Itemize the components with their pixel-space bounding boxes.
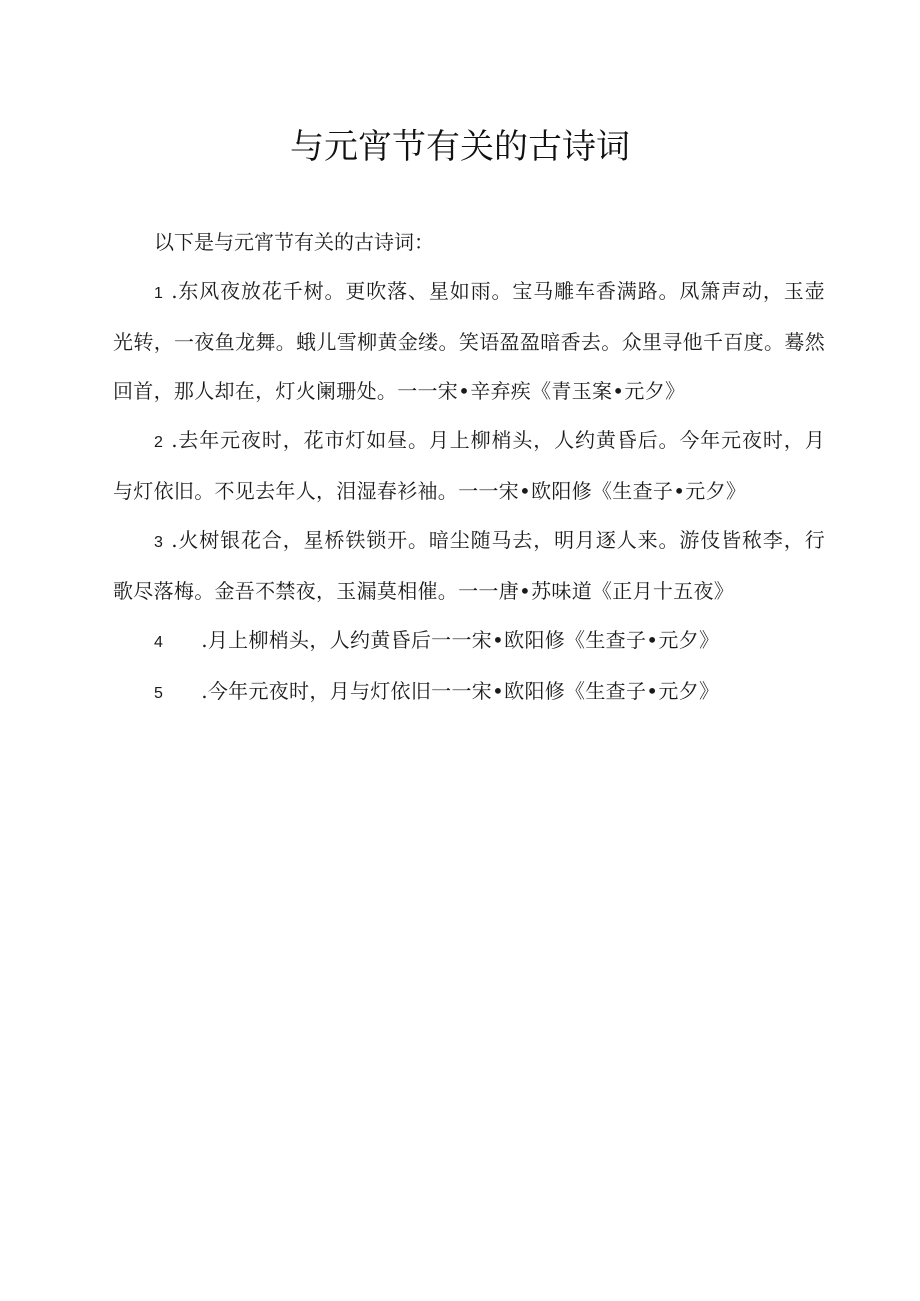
poem-item-1	[113, 267, 825, 416]
poem-item-5	[113, 667, 825, 718]
poem-text: .月上柳梢头，人约黄昏后一一宋•欧阳修《生查子•元夕》	[201, 628, 720, 652]
poem-item-4	[113, 616, 825, 667]
item-number: 1	[154, 285, 164, 302]
poem-text: .今年元夜时，月与灯依旧一一宋•欧阳修《生查子•元夕》	[201, 679, 720, 703]
item-number: 3	[154, 534, 164, 551]
poem-item-2	[113, 416, 825, 516]
poem-text: .去年元夜时，花市灯如昼。月上柳梢头，人约黄昏后。今年元夜时，月与灯依旧。不见去年人，泪湿春衫袖。一一宋•欧阳修《生查子•元夕》	[113, 428, 825, 503]
item-number: 2	[154, 434, 164, 451]
item-number: 4	[154, 634, 164, 651]
item-number: 5	[154, 685, 164, 702]
poem-item-3	[113, 516, 825, 616]
poem-text: .东风夜放花千树。更吹落、星如雨。宝马雕车香满路。凤箫声动，玉壶光转，一夜鱼龙舞。蛾儿雪柳黄金缕。笑语盈盈暗香去。众里寻他千百度。蓦然回首，那人却在，灯火阑珊处。一一宋•辛弃疾《青玉案•元夕》	[113, 279, 825, 403]
document-body	[113, 218, 825, 718]
document-title: 与元宵节有关的古诗词	[290, 127, 630, 167]
intro-paragraph: 以下是与元宵节有关的古诗词：	[154, 230, 434, 254]
poem-text: .火树银花合，星桥铁锁开。暗尘随马去，明月逐人来。游伎皆秾李，行歌尽落梅。金吾不禁夜，玉漏莫相催。一一唐•苏味道《正月十五夜》	[113, 528, 825, 603]
